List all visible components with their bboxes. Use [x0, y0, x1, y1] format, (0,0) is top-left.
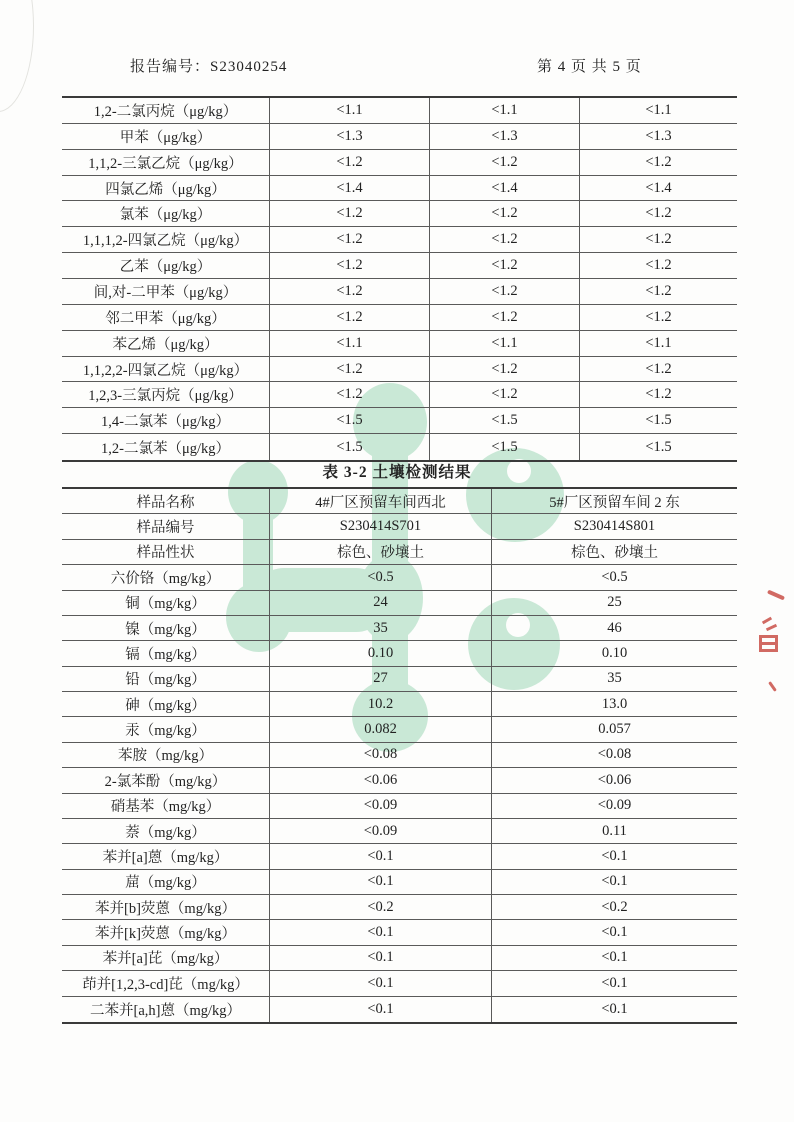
parameter-cell: 样品性状	[62, 540, 270, 564]
value-cell: <1.2	[430, 150, 580, 175]
value-cell: <1.2	[645, 360, 672, 377]
value-cell: <1.2	[645, 308, 672, 325]
parameter-cell: 甲苯（μg/kg）	[62, 124, 270, 149]
table-row	[62, 382, 737, 408]
value-cell: <0.1	[270, 997, 492, 1022]
value-cell: 25	[607, 594, 622, 611]
table-row	[62, 201, 737, 227]
value-cell: 35	[607, 670, 622, 687]
value-cell: <1.5	[645, 438, 672, 455]
table-row	[62, 227, 737, 253]
value-cell: 13.0	[601, 695, 628, 712]
value-cell: <1.5	[430, 434, 580, 460]
value-cell: <0.08	[597, 746, 632, 763]
value-cell: 0.10	[270, 641, 492, 665]
parameter-cell: 茚并[1,2,3-cd]芘（mg/kg）	[62, 971, 270, 995]
table-row	[62, 616, 737, 641]
value-cell: <1.5	[430, 408, 580, 433]
parameter-cell: 乙苯（μg/kg）	[62, 253, 270, 278]
parameter-cell: 1,2-二氯丙烷（μg/kg）	[62, 98, 270, 123]
value-cell: <0.1	[601, 873, 628, 890]
value-cell: <1.2	[430, 279, 580, 304]
value-cell: 0.057	[598, 721, 631, 738]
parameter-cell: 氯苯（μg/kg）	[62, 201, 270, 226]
value-cell: <1.5	[270, 434, 430, 460]
value-cell: <1.2	[645, 282, 672, 299]
value-cell: <1.1	[430, 331, 580, 356]
table-row	[62, 253, 737, 279]
parameter-cell: 1,2,3-三氯丙烷（μg/kg）	[62, 382, 270, 407]
value-cell: <0.1	[601, 924, 628, 941]
value-cell: <1.2	[430, 357, 580, 382]
value-cell: <1.4	[430, 176, 580, 201]
parameter-cell: 六价铬（mg/kg）	[62, 565, 270, 589]
value-cell: 0.082	[270, 717, 492, 741]
table-row	[62, 514, 737, 539]
value-cell: <0.1	[601, 974, 628, 991]
parameter-cell: 䓛（mg/kg）	[62, 870, 270, 894]
table-row	[62, 895, 737, 920]
value-cell: <1.1	[645, 334, 672, 351]
value-cell: <0.1	[270, 971, 492, 995]
value-cell: <0.1	[270, 920, 492, 944]
value-cell: <0.1	[601, 1000, 628, 1017]
table-row	[62, 641, 737, 666]
table-row	[62, 997, 737, 1022]
table-row	[62, 150, 737, 176]
value-cell: <1.2	[270, 382, 430, 407]
value-cell: 46	[607, 619, 622, 636]
scan-artifact	[0, 0, 34, 112]
page-indicator: 第 4 页 共 5 页	[537, 59, 642, 75]
parameter-cell: 1,2-二氯苯（μg/kg）	[62, 434, 270, 460]
table-row	[62, 565, 737, 590]
value-cell: 棕色、砂壤土	[571, 545, 658, 562]
value-cell: <1.2	[645, 153, 672, 170]
parameter-cell: 硝基苯（mg/kg）	[62, 794, 270, 818]
value-cell: <0.09	[270, 819, 492, 843]
parameter-cell: 1,1,1,2-四氯乙烷（μg/kg）	[62, 227, 270, 252]
table-row	[62, 305, 737, 331]
value-cell: <1.1	[270, 331, 430, 356]
parameter-cell: 二苯并[a,h]蒽（mg/kg）	[62, 997, 270, 1022]
value-cell: <1.2	[270, 279, 430, 304]
report-number: 报告编号：S23040254	[130, 59, 288, 75]
value-cell: <0.1	[270, 946, 492, 970]
value-cell: <0.1	[601, 847, 628, 864]
value-cell: <1.2	[270, 253, 430, 278]
value-cell: <0.1	[270, 844, 492, 868]
value-cell: <1.2	[430, 253, 580, 278]
parameter-cell: 苯乙烯（μg/kg）	[62, 331, 270, 356]
table-row	[62, 870, 737, 895]
table-row	[62, 692, 737, 717]
parameter-cell: 苯并[a]芘（mg/kg）	[62, 946, 270, 970]
parameter-cell: 1,1,2,2-四氯乙烷（μg/kg）	[62, 357, 270, 382]
parameter-cell: 苯并[b]荧蒽（mg/kg）	[62, 895, 270, 919]
parameter-cell: 萘（mg/kg）	[62, 819, 270, 843]
parameter-cell: 苯胺（mg/kg）	[62, 743, 270, 767]
table-row	[62, 591, 737, 616]
value-cell: 35	[270, 616, 492, 640]
value-cell: 5#厂区预留车间 2 东	[549, 494, 680, 511]
value-cell: <1.2	[430, 227, 580, 252]
table-row	[62, 920, 737, 945]
value-cell: <1.2	[645, 257, 672, 274]
parameter-cell: 1,1,2-三氯乙烷（μg/kg）	[62, 150, 270, 175]
table-row	[62, 971, 737, 996]
value-cell: <1.4	[270, 176, 430, 201]
table-row	[62, 667, 737, 692]
parameter-cell: 苯并[k]荧蒽（mg/kg）	[62, 920, 270, 944]
table-row	[62, 794, 737, 819]
value-cell: <1.2	[430, 382, 580, 407]
value-cell: <1.2	[430, 201, 580, 226]
value-cell: <1.2	[270, 227, 430, 252]
value-cell: <1.2	[270, 305, 430, 330]
table-row	[62, 717, 737, 742]
parameter-cell: 镉（mg/kg）	[62, 641, 270, 665]
parameter-cell: 间,对-二甲苯（μg/kg）	[62, 279, 270, 304]
value-cell: <1.1	[645, 101, 672, 118]
parameter-cell: 汞（mg/kg）	[62, 717, 270, 741]
value-cell: <0.09	[270, 794, 492, 818]
table-row	[62, 540, 737, 565]
value-cell: <0.1	[270, 870, 492, 894]
value-cell: <0.09	[597, 797, 632, 814]
parameter-cell: 苯并[a]蒽（mg/kg）	[62, 844, 270, 868]
value-cell: 0.11	[602, 822, 627, 839]
stamp-stroke	[762, 617, 772, 625]
value-cell: <0.06	[597, 771, 632, 788]
value-cell: <0.2	[601, 898, 628, 915]
value-cell: 0.10	[601, 644, 628, 661]
value-cell: <1.3	[270, 124, 430, 149]
voc-results-table	[62, 96, 737, 462]
table-row	[62, 98, 737, 124]
value-cell: <1.5	[270, 408, 430, 433]
value-cell: 棕色、砂壤土	[270, 540, 492, 564]
table-row	[62, 176, 737, 202]
table-row	[62, 434, 737, 460]
value-cell: <0.08	[270, 743, 492, 767]
value-cell: 4#厂区预留车间西北	[270, 489, 492, 513]
table-row	[62, 768, 737, 793]
table-row	[62, 331, 737, 357]
value-cell: 27	[270, 667, 492, 691]
value-cell: <0.06	[270, 768, 492, 792]
stamp-stroke	[767, 590, 785, 601]
value-cell: <1.5	[645, 412, 672, 429]
value-cell: <1.2	[270, 150, 430, 175]
table-row	[62, 743, 737, 768]
table-row	[62, 357, 737, 383]
value-cell: <0.2	[270, 895, 492, 919]
value-cell: <1.2	[645, 386, 672, 403]
value-cell: S230414S801	[573, 518, 656, 535]
value-cell: <1.3	[645, 127, 672, 144]
value-cell: <1.2	[270, 201, 430, 226]
value-cell: S230414S701	[270, 514, 492, 538]
parameter-cell: 样品编号	[62, 514, 270, 538]
value-cell: <0.1	[601, 949, 628, 966]
table-row	[62, 844, 737, 869]
value-cell: <1.2	[430, 305, 580, 330]
parameter-cell: 砷（mg/kg）	[62, 692, 270, 716]
value-cell: <0.5	[270, 565, 492, 589]
stamp-stroke	[762, 642, 775, 645]
table-row	[62, 489, 737, 514]
value-cell: <1.1	[270, 98, 430, 123]
value-cell: 10.2	[270, 692, 492, 716]
parameter-cell: 邻二甲苯（μg/kg）	[62, 305, 270, 330]
table-title: 表 3-2 土壤检测结果	[322, 464, 472, 481]
stamp-stroke	[768, 681, 777, 692]
value-cell: 24	[270, 591, 492, 615]
value-cell: <1.2	[645, 231, 672, 248]
value-cell: <1.1	[430, 98, 580, 123]
value-cell: <0.5	[601, 568, 628, 585]
parameter-cell: 1,4-二氯苯（μg/kg）	[62, 408, 270, 433]
table-row	[62, 819, 737, 844]
table-row	[62, 124, 737, 150]
parameter-cell: 铅（mg/kg）	[62, 667, 270, 691]
table-row	[62, 279, 737, 305]
parameter-cell: 2-氯苯酚（mg/kg）	[62, 768, 270, 792]
parameter-cell: 四氯乙烯（μg/kg）	[62, 176, 270, 201]
value-cell: <1.3	[430, 124, 580, 149]
value-cell: <1.2	[645, 205, 672, 222]
soil-results-table	[62, 487, 737, 1024]
table-row	[62, 408, 737, 434]
table-row	[62, 946, 737, 971]
parameter-cell: 样品名称	[62, 489, 270, 513]
stamp-stroke	[766, 624, 777, 631]
value-cell: <1.2	[270, 357, 430, 382]
value-cell: <1.4	[645, 179, 672, 196]
parameter-cell: 铜（mg/kg）	[62, 591, 270, 615]
parameter-cell: 镍（mg/kg）	[62, 616, 270, 640]
